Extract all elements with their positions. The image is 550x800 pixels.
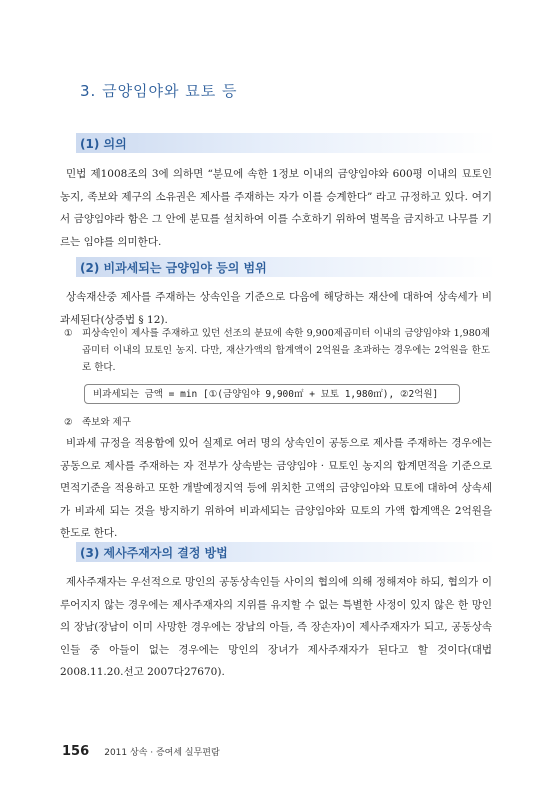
list-item-text: 족보와 제구	[82, 417, 131, 428]
paragraph-meaning: 민법 제1008조의 3에 의하면 “분묘에 속한 1정보 이내의 금양임야와 600평 이내의 묘토인 농지, 족보와 제구의 소유권은 제사를 주재하는 자가 이를 승계한다” 라고 규정하고 있다. 여기서 금양임야라 함은 그 안에 분묘를 설치하여 이를 수호하기 위하여 벌목을 금지하고 나무를 기르는 임야를 의미한다.	[60, 168, 492, 248]
formula-box: 비과세되는 금액 = min [①(금양임야 9,900㎡ + 묘토 1,980㎡), ②2억원]	[84, 384, 460, 404]
section-heading-label: (3) 제사주재자의 결정 방법	[80, 546, 228, 560]
paragraph-decision: 제사주재자는 우선적으로 망인의 공동상속인들 사이의 협의에 의해 정해져야 하되, 협의가 이루어지지 않는 경우에는 제사주재자의 지위를 유지할 수 없는 특별한 사정이 있지 않은 한 망인의 장남(장남이 이미 사망한 경우에는 장남의 아들, 즉 장손자)이 제사주재자가 되고, 공동상속인들 중 아들이 없는 경우에는 망인의 장녀가 제사주재자가 된다고 할 것이다(대법 2008.11.20.선고 2007다27670).	[60, 576, 492, 678]
list-item-2	[64, 414, 490, 431]
page-number: 156	[62, 744, 90, 759]
paragraph-scope-rule: 비과세 규정을 적용함에 있어 실제로 여러 명의 상속인이 공동으로 제사를 주재하는 경우에는 공동으로 제사를 주재하는 자 전부가 상속받는 금양임야 · 묘토인 농지의 합계면적을 기준으로 면적기준을 적용하고 또한 개발예정지역 등에 위치한 고액의 금양임야와 묘토에 대하여 상속세가 비과세 되는 것을 방지하기 위하여 비과세되는 금양임야와 묘토의 가액 합계액은 2억원을 한도로 한다.	[60, 437, 492, 539]
list-item-text: 피상속인이 제사를 주재하고 있던 선조의 분묘에 속한 9,900제곱미터 이내의 금양임야와 1,980제곱미터 이내의 묘토인 농지. 다만, 재산가액의 합계액이 2억원을 초과하는 경우에는 2억원을 한도로 한다.	[82, 328, 490, 373]
section-heading-meaning	[76, 133, 496, 153]
section-heading-decision	[76, 542, 496, 562]
section-heading-label: (2) 비과세되는 금양임야 등의 범위	[80, 261, 267, 275]
list-item-1	[64, 325, 490, 376]
paragraph-scope-intro: 상속재산중 제사를 주재하는 상속인을 기준으로 다음에 해당하는 재산에 대하여 상속세가 비과세된다(상증법 § 12).	[60, 291, 492, 326]
chapter-title: 3. 금양임야와 묘토 등	[80, 82, 238, 100]
list-item-number: ①	[64, 328, 73, 339]
section-heading-label: (1) 의의	[80, 137, 127, 151]
section-heading-bar	[76, 133, 496, 153]
section-heading-scope	[76, 257, 496, 277]
page-footer	[62, 740, 220, 759]
book-title: 2011 상속 · 증여세 실무편람	[104, 748, 220, 758]
list-item-number: ②	[64, 417, 73, 428]
